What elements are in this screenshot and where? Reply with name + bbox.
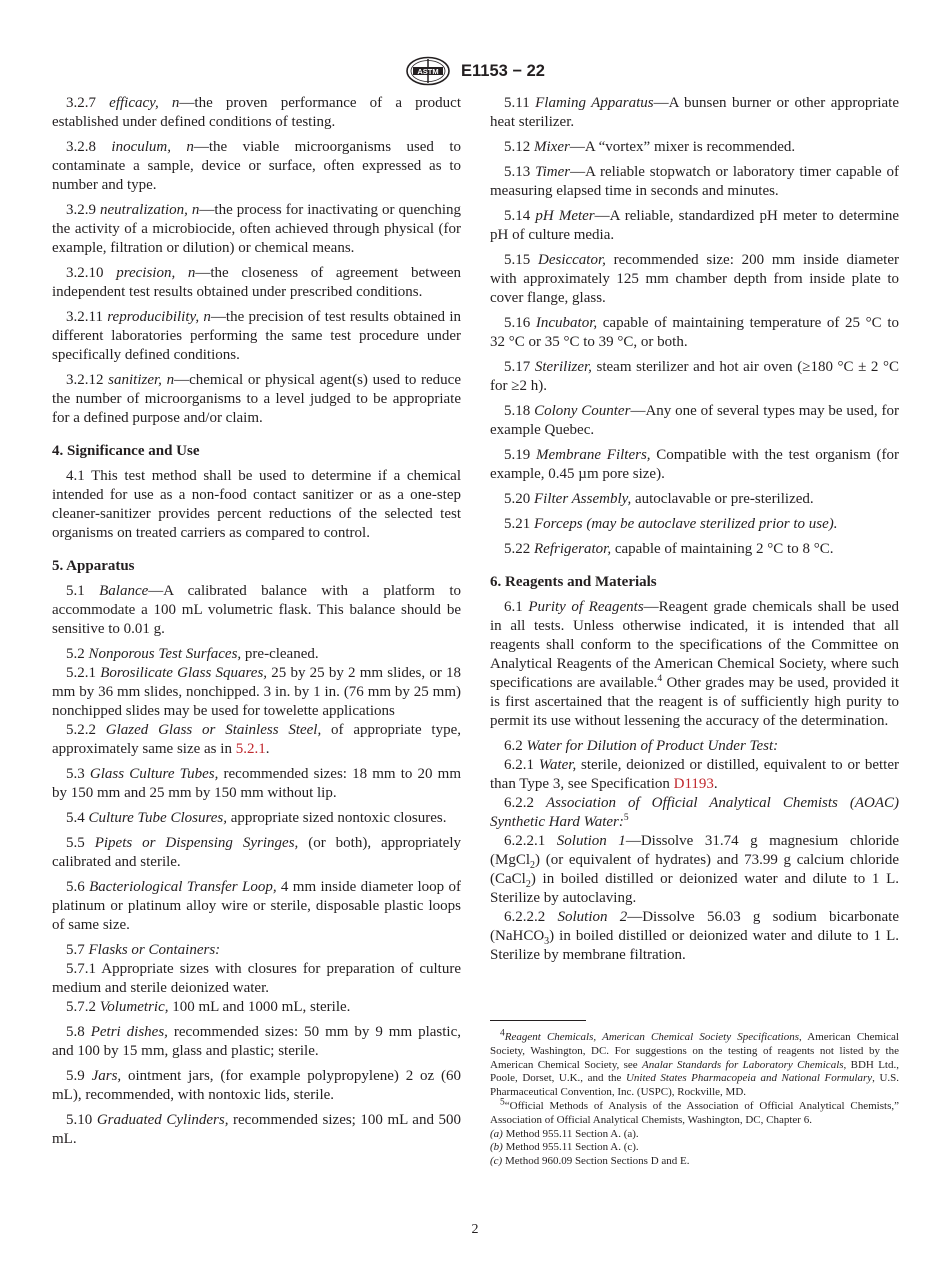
paragraph-5-17: 5.17 Sterilizer, steam sterilizer and hot air oven (≥180 °C ± 2 °C for ≥2 h).: [490, 359, 899, 394]
definition-3-2-7: 3.2.7 efficacy, n—the proven performance of a product established under defined conditions of testing.: [52, 95, 461, 130]
paragraph-5-12: 5.12 Mixer—A “vortex” mixer is recommended.: [504, 139, 796, 155]
paragraph-5-11: 5.11 Flaming Apparatus—A bunsen burner or other appropriate heat sterilizer.: [490, 95, 899, 130]
document-code: E1153 − 22: [461, 61, 545, 80]
paragraph-5-5: 5.5 Pipets or Dispensing Syringes, (or both), appropriately calibrated and sterile.: [52, 835, 461, 870]
footnote-c: (c) Method 960.09 Section Sections D and E.: [490, 1155, 690, 1168]
definition-3-2-12: 3.2.12 sanitizer, n—chemical or physical agent(s) used to reduce the number of microorganisms to a level judged to be appropriate for a defined purpose and/or claim.: [52, 372, 461, 426]
page-number: 2: [471, 1222, 479, 1237]
footnote-ref-4: 4: [657, 674, 663, 684]
definition-3-2-9: 3.2.9 neutralization, n—the process for inactivating or quenching the activity of a microbiocide, often achieved through physical (for example, filtration or dilution) or chemical means.: [52, 202, 462, 256]
paragraph-5-4: 5.4 Culture Tube Closures, appropriate sized nontoxic closures.: [66, 810, 447, 826]
specification-link-d1193[interactable]: D1193: [673, 776, 714, 792]
footnote-divider: [490, 1020, 586, 1021]
definition-3-2-11: 3.2.11 reproducibility, n—the precision of test results obtained in different laboratories performing the same test procedure under specifically defined conditions.: [52, 309, 461, 363]
paragraph-5-2-2: 5.2.2 Glazed Glass or Stainless Steel, of appropriate type, approximately same size as in 5.2.1.: [52, 722, 461, 757]
footnote-a: (a) Method 955.11 Section A. (a).: [490, 1127, 639, 1140]
paragraph-5-19: 5.19 Membrane Filters, Compatible with the test organism (for example, 0.45 µm pore size).: [490, 447, 900, 482]
section-heading-5: 5. Apparatus: [52, 558, 135, 574]
left-column: [52, 94, 461, 1155]
paragraph-6-2-2-2: 6.2.2.2 Solution 2—Dissolve 56.03 g sodium bicarbonate (NaHCO$_3$) in boiled distilled or deionized water and dilute to 1 L. Sterilize by membrane filtration.: [490, 909, 899, 963]
paragraph-6-2: 6.2 Water for Dilution of Product Under Test:: [504, 738, 779, 754]
footnote-4: $^4$Reagent Chemicals, American Chemical Society Specifications, American Chemical Society, Washington, DC. For suggestions on the testing of reagents not listed by the American Chemical Society, see Analar Standards for Laboratory Chemicals, BDH Ltd., Poole, Dorset, U.K., and the United States Pharmacopeia and National Formulary, U.S. Pharmaceutical Convention, Inc. (USPC), Rockville, MD.: [490, 1028, 900, 1099]
footnote-b: (b) Method 955.11 Section A. (c).: [490, 1141, 639, 1154]
paragraph-5-18: 5.18 Colony Counter—Any one of several types may be used, for example Quebec.: [490, 403, 900, 438]
paragraph-6-2-1: 6.2.1 Water, sterile, deionized or distilled, equivalent to or better than Type 3, see Specification D1193.: [490, 757, 899, 792]
paragraph-5-21: 5.21 Forceps (may be autoclave sterilized prior to use).: [504, 516, 838, 532]
paragraph-5-1: 5.1 Balance—A calibrated balance with a platform to accommodate a 100 mL volumetric flask. This balance should be sensitive to 0.01 g.: [52, 583, 461, 637]
paragraph-5-16: 5.16 Incubator, capable of maintaining temperature of 25 °C to 32 °C or 35 °C to 39 °C, or both.: [490, 315, 899, 350]
paragraph-4-1: 4.1 This test method shall be used to determine if a chemical intended for use as a non-food contact sanitizer or as a one-step cleaner-sanitizer provides percent reductions of the selected test organisms on treated carriers as compared to control.: [52, 468, 461, 541]
paragraph-5-3: 5.3 Glass Culture Tubes, recommended sizes: 18 mm to 20 mm by 150 mm and 25 mm by 150 mm without lip.: [52, 766, 461, 801]
paragraph-6-2-2: 6.2.2 Association of Official Analytical Chemists (AOAC) Synthetic Hard Water:$^5$: [490, 795, 900, 830]
paragraph-5-2-1: 5.2.1 Borosilicate Glass Squares, 25 by 25 by 2 mm slides, or 18 mm by 36 mm slides, nonchipped. 3 in. by 1 in. (76 mm by 25 mm) nonchipped slides may be used for towelette applications: [52, 665, 462, 719]
section-heading-6: 6. Reagents and Materials: [490, 574, 657, 590]
paragraph-5-7-1: 5.7.1 Appropriate sizes with closures for preparation of culture medium and sterile deionized water.: [52, 961, 461, 996]
paragraph-5-22: 5.22 Refrigerator, capable of maintaining 2 °C to 8 °C.: [504, 541, 834, 557]
footnotes: [490, 1028, 900, 1169]
paragraph-5-13: 5.13 Timer—A reliable stopwatch or laboratory timer capable of measuring elapsed time in seconds and minutes.: [490, 164, 899, 199]
definition-3-2-8: 3.2.8 inoculum, n—the viable microorganisms used to contaminate a sample, device or surface, often expressed as to number and type.: [52, 139, 462, 193]
paragraph-5-14: 5.14 pH Meter—A reliable, standardized pH meter to determine pH of culture media.: [490, 208, 900, 243]
paragraph-5-15: 5.15 Desiccator, recommended size: 200 mm inside diameter with approximately 125 mm chamber depth from inside plate to cover flange, glass.: [490, 252, 899, 306]
paragraph-5-8: 5.8 Petri dishes, recommended sizes: 50 mm by 9 mm plastic, and 100 by 15 mm, glass and plastic; sterile.: [52, 1024, 461, 1059]
svg-text:ASTM: ASTM: [417, 66, 439, 76]
right-column: [490, 94, 899, 965]
footnote-ref-5: 5: [623, 813, 629, 823]
section-link-5-2-1[interactable]: 5.2.1: [235, 741, 266, 757]
astm-logo-icon: [405, 56, 451, 86]
footnote-5: $^5$“Official Methods of Analysis of the Association of Official Analytical Chemists,” Association of Official Analytical Chemists, Washington, DC, Chapter 6.: [490, 1097, 899, 1126]
paragraph-6-2-2-1: 6.2.2.1 Solution 1—Dissolve 31.74 g magnesium chloride (MgCl$_2$) (or equivalent of hydrates) and 73.99 g calcium chloride (CaCl$_2$) in boiled distilled or deionized water and dilute to 1 L. Sterilize by autoclaving.: [490, 833, 899, 906]
paragraph-5-20: 5.20 Filter Assembly, autoclavable or pre-sterilized.: [504, 491, 814, 507]
paragraph-5-9: 5.9 Jars, ointment jars, (for example polypropylene) 2 oz (60 mL), recommended, with nontoxic lids, sterile.: [52, 1068, 462, 1103]
paragraph-5-10: 5.10 Graduated Cylinders, recommended sizes; 100 mL and 500 mL.: [52, 1112, 462, 1147]
paragraph-6-1: 6.1 Purity of Reagents—Reagent grade chemicals shall be used in all tests. Unless otherwise indicated, it is intended that all reagents shall conform to the specifications of the Committee on Analytical Reagents of the American Chemical Society, where such specifications are available.$^4$ Other grades may be used, provided it is first ascertained that the reagent is of sufficiently high purity to permit its use without lessening the accuracy of the determination.: [490, 599, 899, 729]
section-heading-4: 4. Significance and Use: [52, 443, 200, 459]
paragraph-5-2: 5.2 Nonporous Test Surfaces, pre-cleaned.: [66, 646, 319, 662]
page-header: [0, 56, 950, 86]
paragraph-5-7-2: 5.7.2 Volumetric, 100 mL and 1000 mL, sterile.: [66, 999, 351, 1015]
paragraph-5-6: 5.6 Bacteriological Transfer Loop, 4 mm inside diameter loop of platinum or platinum alloy wire or sterile, disposable plastic loops of same size.: [52, 879, 461, 933]
paragraph-5-7: 5.7 Flasks or Containers:: [66, 942, 221, 958]
definition-3-2-10: 3.2.10 precision, n—the closeness of agreement between independent test results obtained under prescribed conditions.: [52, 265, 461, 300]
